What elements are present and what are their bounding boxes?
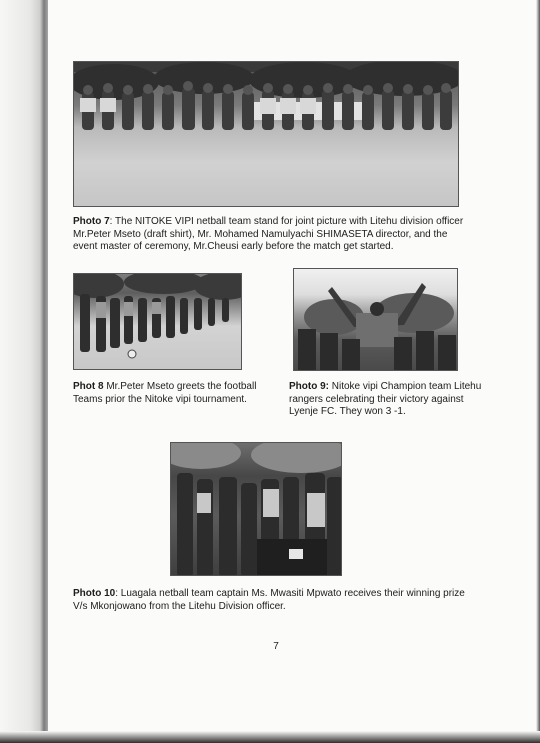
photo-8-caption-label: Phot 8 [73, 381, 104, 392]
photo-7-caption-text: : The NITOKE VIPI netball team stand for joint picture with Litehu division officer Mr.Peter Mseto (draft shirt), Mr. Mohamed Namulyachi SHIMASETA director, and the event master of ceremony, Mr.Cheusi early before the match get started. [73, 216, 464, 252]
photo-8-football-teams [73, 273, 242, 370]
photo-9-caption [289, 381, 494, 419]
page-bottom-edge [0, 731, 540, 743]
page-number: 7 [273, 641, 279, 652]
photo-8-image [74, 274, 242, 370]
page-right-edge [536, 0, 540, 743]
photo-10-image [171, 443, 342, 576]
book-binding-shadow [0, 0, 48, 743]
photo-10-netball-prize [170, 442, 342, 576]
photo-9-image [294, 269, 458, 371]
photo-7-caption-label: Photo 7 [73, 216, 110, 227]
photo-8-caption-text: Mr.Peter Mseto greets the football Teams prior the Nitoke vipi tournament. [73, 381, 257, 405]
photo-9-caption-text: Nitoke vipi Champion team Litehu rangers celebrating their victory against Lyenje FC. They won 3 -1. [289, 381, 482, 417]
photo-9-caption-label: Photo 9: [289, 381, 329, 392]
photo-9-champion-team [293, 268, 458, 371]
photo-10-caption-label: Photo 10 [73, 588, 116, 599]
photo-10-caption [73, 588, 473, 613]
photo-8-caption [73, 381, 273, 406]
photo-7-image [74, 62, 459, 207]
photo-7-netball-team [73, 61, 459, 207]
photo-7-caption [73, 216, 468, 254]
photo-10-caption-text: : Luagala netball team captain Ms. Mwasiti Mpwato receives their winning prize V/s Mkonjowano from the Litehu Division officer. [73, 588, 465, 612]
